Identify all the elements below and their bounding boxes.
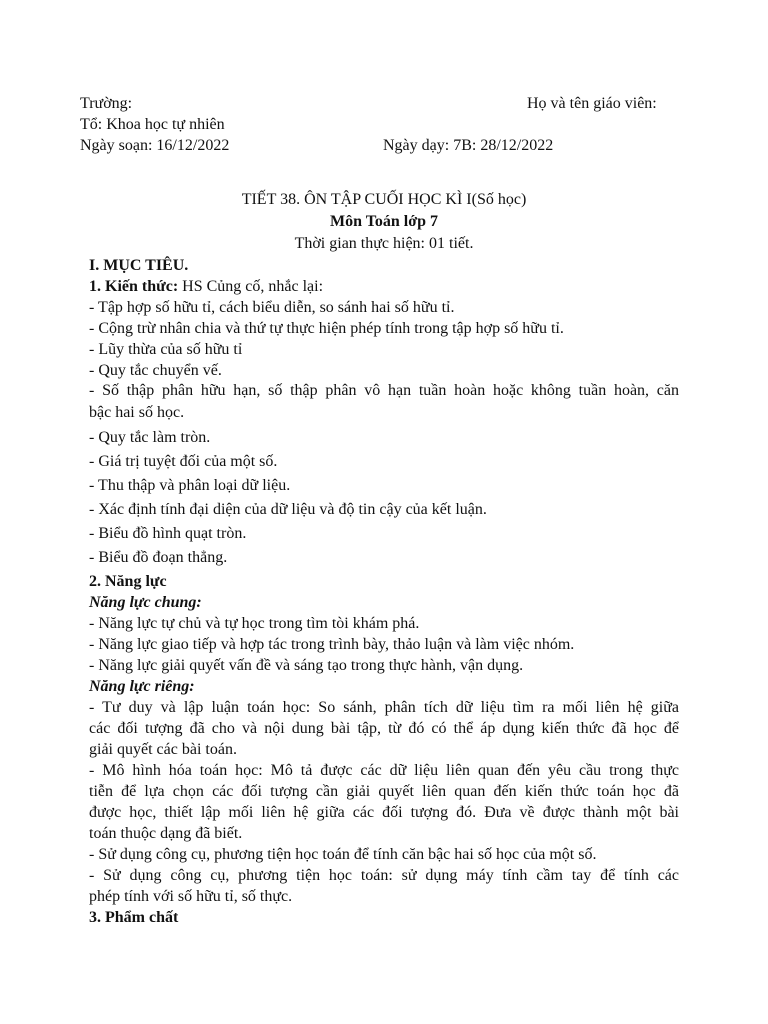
list-item: - Thu thập và phân loại dữ liệu.: [89, 477, 291, 494]
teacher-label: Họ và tên giáo viên:: [527, 95, 657, 112]
specific-competence-heading: Năng lực riêng:: [89, 678, 195, 695]
paragraph-line: giải quyết các bài toán.: [89, 741, 237, 758]
competence-heading: 2. Năng lực: [89, 573, 167, 590]
prep-date: Ngày soạn: 16/12/2022: [80, 137, 230, 154]
list-item: - Năng lực giải quyết vấn đề và sáng tạo trong thực hành, vận dụng.: [89, 657, 524, 674]
list-item: - Năng lực giao tiếp và hợp tác trong trình bày, thảo luận và làm việc nhóm.: [89, 636, 575, 653]
paragraph-line: - Sử dụng công cụ, phương tiện học toán: sử dụng máy tính cầm tay để tính các: [89, 867, 679, 884]
knowledge-label: 1. Kiến thức:: [89, 278, 179, 295]
general-competence-heading: Năng lực chung:: [89, 594, 202, 611]
paragraph-line: toán thuộc dạng đã biết.: [89, 825, 243, 842]
paragraph-line: - Mô hình hóa toán học: Mô tả được các dữ liệu liên quan đến yêu cầu trong thực: [89, 762, 679, 779]
duration-text: Thời gian thực hiện: 01 tiết.: [294, 235, 474, 252]
knowledge-line: [89, 277, 323, 297]
list-item: - Giá trị tuyệt đối của một số.: [89, 453, 278, 470]
list-item: - Quy tắc làm tròn.: [89, 429, 211, 446]
paragraph-line: - Tư duy và lập luận toán học: So sánh, phân tích dữ liệu tìm ra mối liên hệ giữa: [89, 699, 679, 716]
quality-heading: 3. Phẩm chất: [89, 909, 179, 926]
subject-title: Môn Toán lớp 7: [329, 213, 438, 230]
department-label: Tổ: Khoa học tự nhiên: [80, 116, 225, 133]
list-item: - Cộng trừ nhân chia và thứ tự thực hiện phép tính trong tập hợp số hữu tỉ.: [89, 320, 564, 337]
list-item: - Lũy thừa của số hữu tỉ: [89, 341, 243, 358]
school-label: Trường:: [80, 95, 133, 112]
knowledge-intro: HS Củng cố, nhắc lại:: [178, 278, 324, 295]
list-item: - Số thập phân hữu hạn, số thập phân vô hạn tuần hoàn hoặc không tuần hoàn, căn: [89, 382, 679, 399]
paragraph-line: phép tính với số hữu tỉ, số thực.: [89, 888, 293, 905]
list-item: bậc hai số học.: [89, 404, 185, 421]
list-item: - Năng lực tự chủ và tự học trong tìm tòi khám phá.: [89, 615, 420, 632]
list-item: - Biểu đồ đoạn thẳng.: [89, 549, 228, 566]
list-item: - Quy tắc chuyển vế.: [89, 362, 222, 379]
list-item: - Biểu đồ hình quạt tròn.: [89, 525, 247, 542]
list-item: - Xác định tính đại diện của dữ liệu và độ tin cậy của kết luận.: [89, 501, 487, 518]
paragraph-line: các đối tượng đã cho và nội dung bài tập, từ đó có thể áp dụng kiến thức đã học để: [89, 720, 679, 737]
teach-date: Ngày dạy: 7B: 28/12/2022: [383, 137, 554, 154]
paragraph-line: tiễn để lựa chọn các đối tượng cần giải quyết liên quan đến kiến thức toán học đã: [89, 783, 679, 800]
lesson-title: TIẾT 38. ÔN TẬP CUỐI HỌC KÌ I(Số học): [241, 191, 527, 208]
paragraph-line: được học, thiết lập mối liên hệ giữa các đối tượng đó. Đưa về được thành một bài: [89, 804, 679, 821]
section-heading: I. MỤC TIÊU.: [89, 257, 189, 274]
paragraph-line: - Sử dụng công cụ, phương tiện học toán để tính căn bậc hai số học của một số.: [89, 846, 597, 863]
list-item: - Tập hợp số hữu tỉ, cách biểu diễn, so sánh hai số hữu tỉ.: [89, 299, 455, 316]
